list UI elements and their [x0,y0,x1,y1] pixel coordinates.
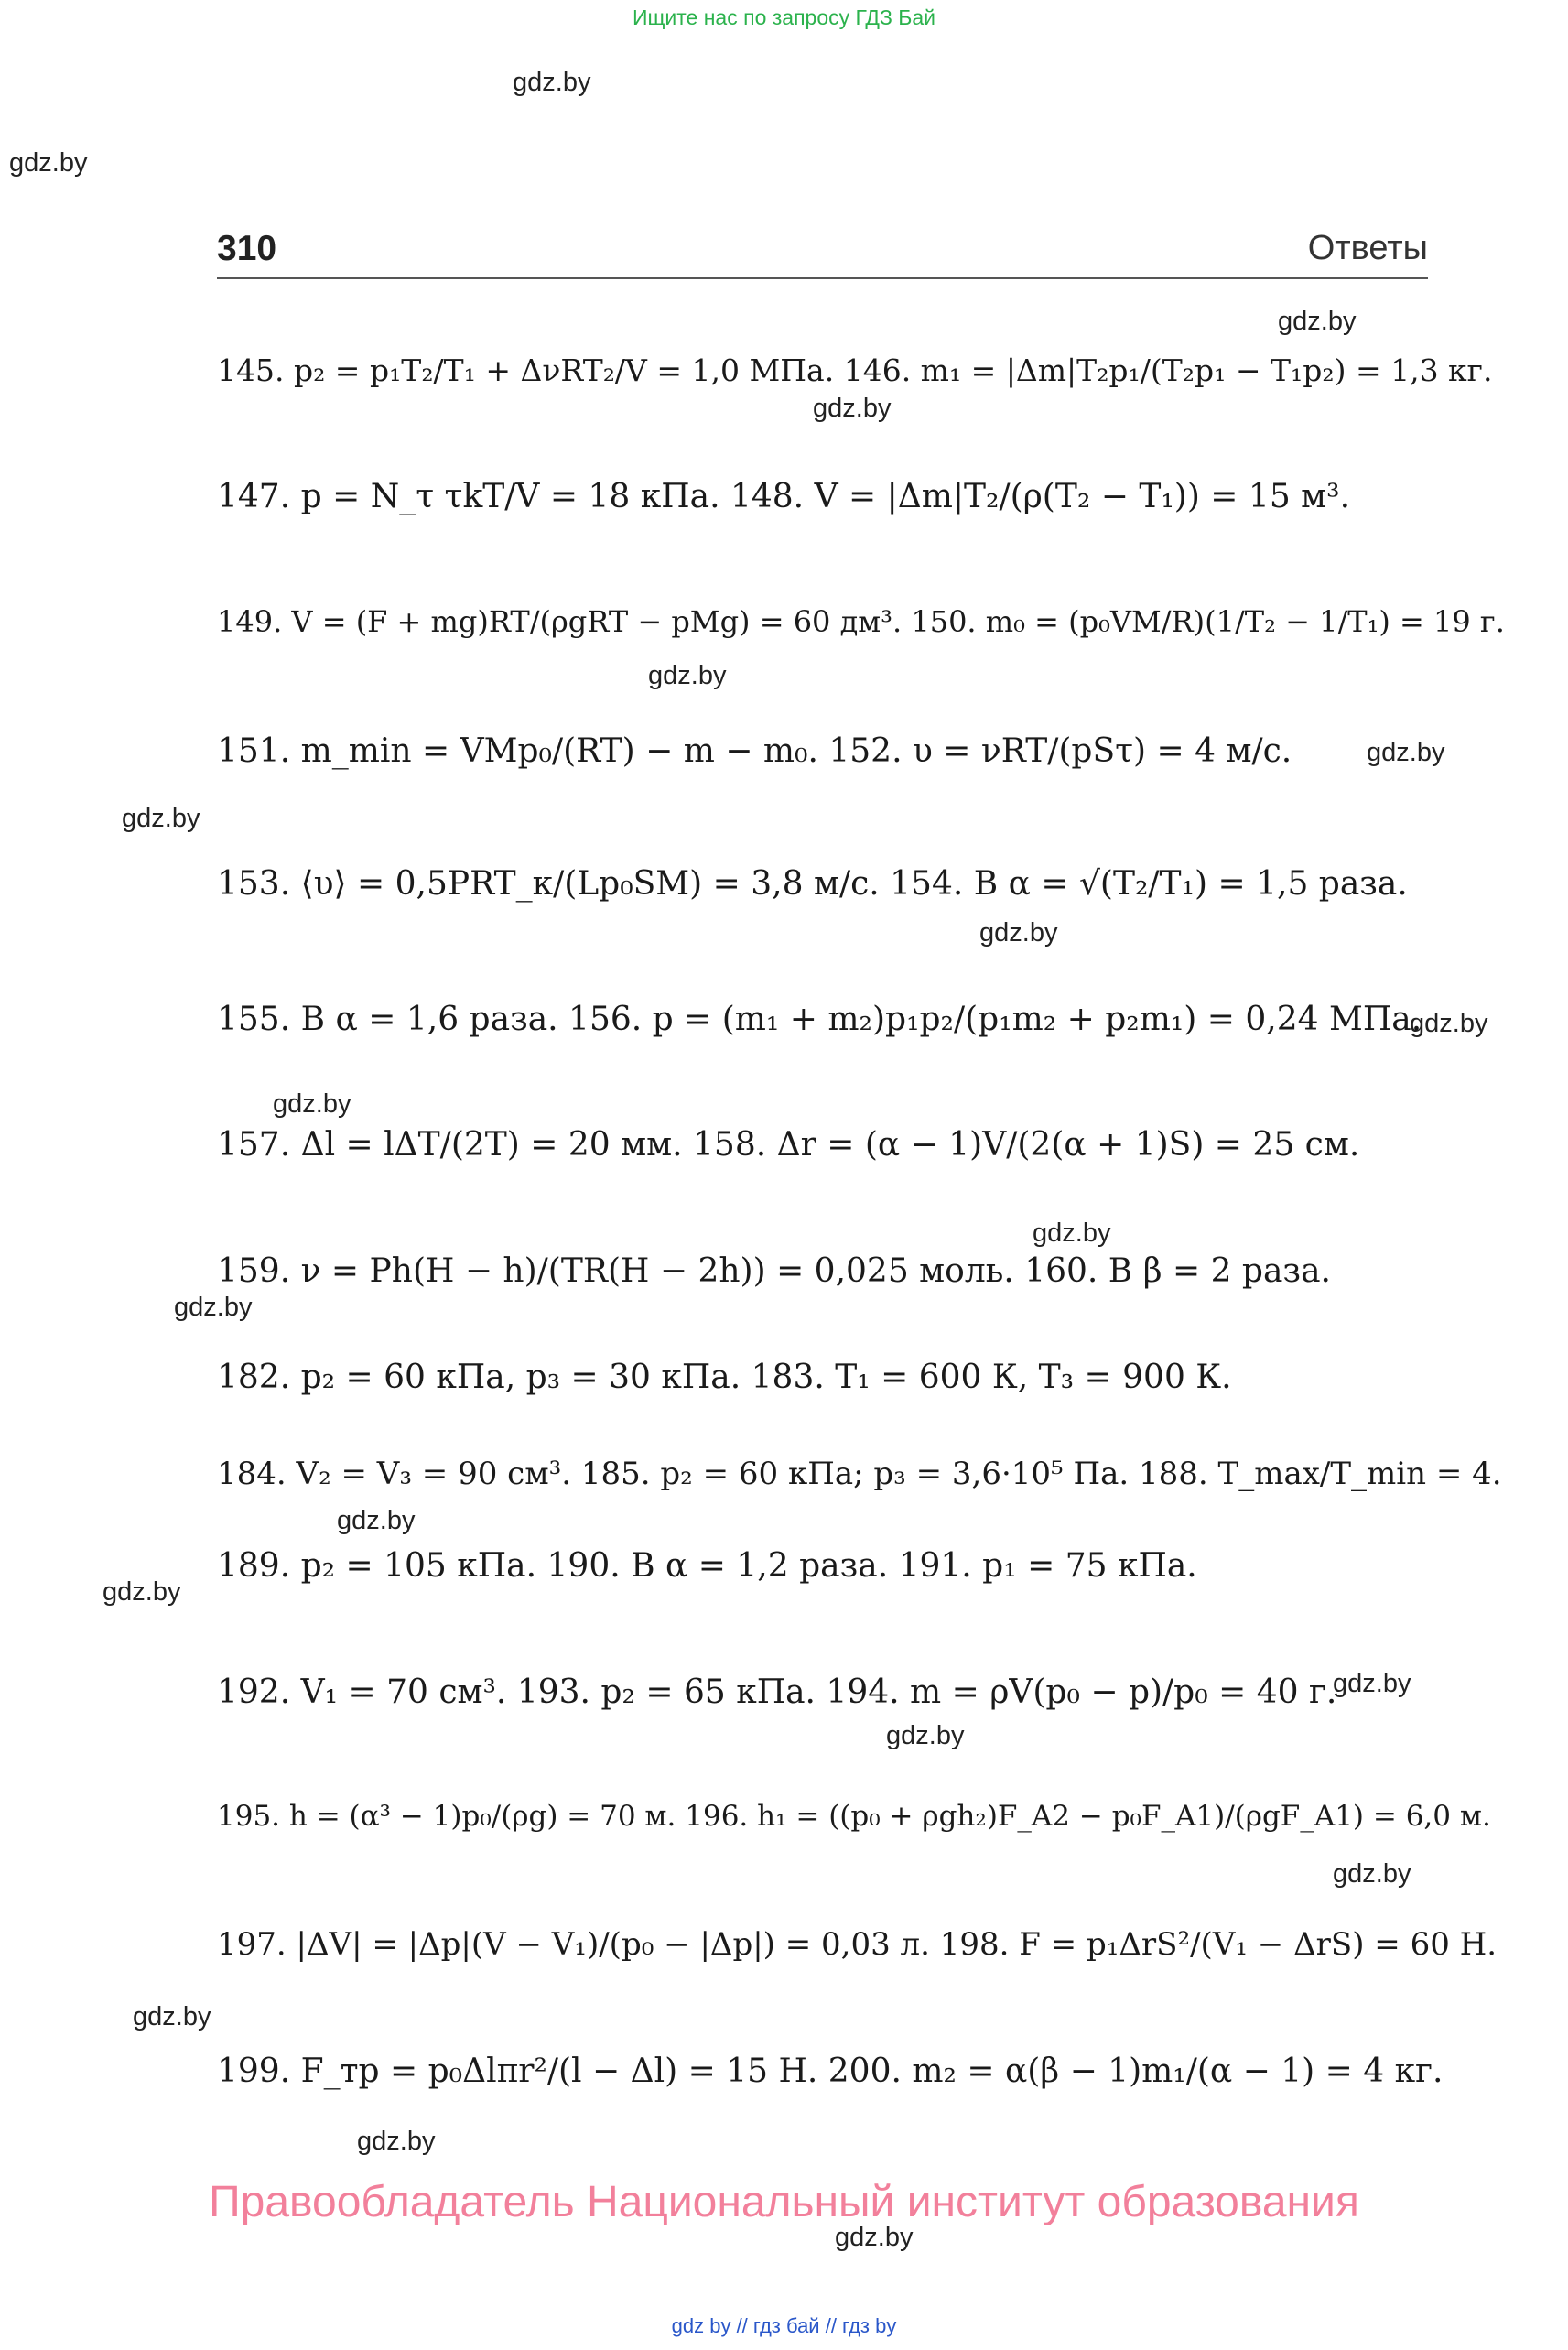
answer-line: 182. p₂ = 60 кПа, p₃ = 30 кПа. 183. T₁ = 600 К, T₃ = 900 К. [217,1359,1232,1396]
watermark: gdz.by [1410,1009,1488,1038]
watermark: gdz.by [357,2127,436,2156]
watermark: gdz.by [886,1721,965,1750]
watermark: gdz.by [513,68,591,97]
answer-line: 151. m_min = VMp₀/(RT) − m − m₀. 152. υ = νRT/(pSτ) = 4 м/с. [217,732,1292,770]
answer-line: 157. Δl = lΔT/(2T) = 20 мм. 158. Δr = (α − 1)V/(2(α + 1)S) = 25 см. [217,1126,1360,1164]
header-rule [217,277,1428,279]
watermark: gdz.by [133,2002,211,2031]
answer-line: 147. p = N_τ τkT/V = 18 кПа. 148. V = |Δm|T₂/(ρ(T₂ − T₁)) = 15 м³. [217,478,1351,515]
answer-line: 197. |ΔV| = |Δp|(V − V₁)/(p₀ − |Δp|) = 0,03 л. 198. F = p₁ΔrS²/(V₁ − ΔrS) = 60 Н. [217,1926,1498,1963]
answer-line: 153. ⟨υ⟩ = 0,5PRT_к/(Lp₀SM) = 3,8 м/с. 154. В α = √(T₂/T₁) = 1,5 раза. [217,865,1408,903]
section-title: Ответы [1307,229,1428,267]
answer-line: 145. p₂ = p₁T₂/T₁ + ΔνRT₂/V = 1,0 МПа. 146. m₁ = |Δm|T₂p₁/(T₂p₁ − T₁p₂) = 1,3 кг. [217,352,1493,388]
watermark: gdz.by [648,661,727,690]
watermark: gdz.by [122,804,200,833]
watermark: gdz.by [337,1506,416,1535]
footer-links[interactable]: gdz by // гдз бай // гдз by [671,2314,897,2337]
answer-line: 149. V = (F + mg)RT/(ρgRT − pMg) = 60 дм³. 150. m₀ = (p₀VM/R)(1/T₂ − 1/T₁) = 19 г. [217,604,1505,639]
watermark: gdz.by [273,1089,351,1119]
watermark: gdz.by [174,1293,253,1322]
watermark: gdz.by [1033,1218,1111,1248]
watermark: gdz.by [1333,1859,1411,1889]
answer-line: 189. p₂ = 105 кПа. 190. В α = 1,2 раза. 191. p₁ = 75 кПа. [217,1547,1197,1585]
answer-line: 192. V₁ = 70 см³. 193. p₂ = 65 кПа. 194. m = ρV(p₀ − p)/p₀ = 40 г. [217,1673,1337,1711]
top-banner: Ищите нас по запросу ГДЗ Бай [632,5,936,29]
watermark: gdz.by [1333,1669,1411,1698]
answer-line: 155. В α = 1,6 раза. 156. p = (m₁ + m₂)p₁p₂/(p₁m₂ + p₂m₁) = 0,24 МПа. [217,1001,1422,1038]
answer-line: 159. ν = Ph(H − h)/(TR(H − 2h)) = 0,025 моль. 160. В β = 2 раза. [217,1252,1331,1290]
answer-line: 199. F_тр = p₀Δlπr²/(l − Δl) = 15 Н. 200. m₂ = α(β − 1)m₁/(α − 1) = 4 кг. [217,2052,1444,2090]
answer-line: 195. h = (α³ − 1)p₀/(ρg) = 70 м. 196. h₁ = ((p₀ + ρgh₂)F_A2 − p₀F_A1)/(ρgF_A1) = 6,0 м. [217,1800,1491,1833]
watermark: gdz.by [813,394,892,423]
answer-line: 184. V₂ = V₃ = 90 см³. 185. p₂ = 60 кПа; p₃ = 3,6·10⁵ Па. 188. T_max/T_min = 4. [217,1456,1502,1492]
watermark: gdz.by [1367,738,1445,767]
watermark: gdz.by [103,1577,181,1607]
watermark: gdz.by [979,918,1058,948]
copyright-notice: Правообладатель Национальный институт образования [209,2178,1359,2226]
watermark: gdz.by [9,148,88,178]
watermark: gdz.by [835,2223,914,2252]
page-number: 310 [217,229,277,268]
watermark: gdz.by [1278,307,1357,336]
